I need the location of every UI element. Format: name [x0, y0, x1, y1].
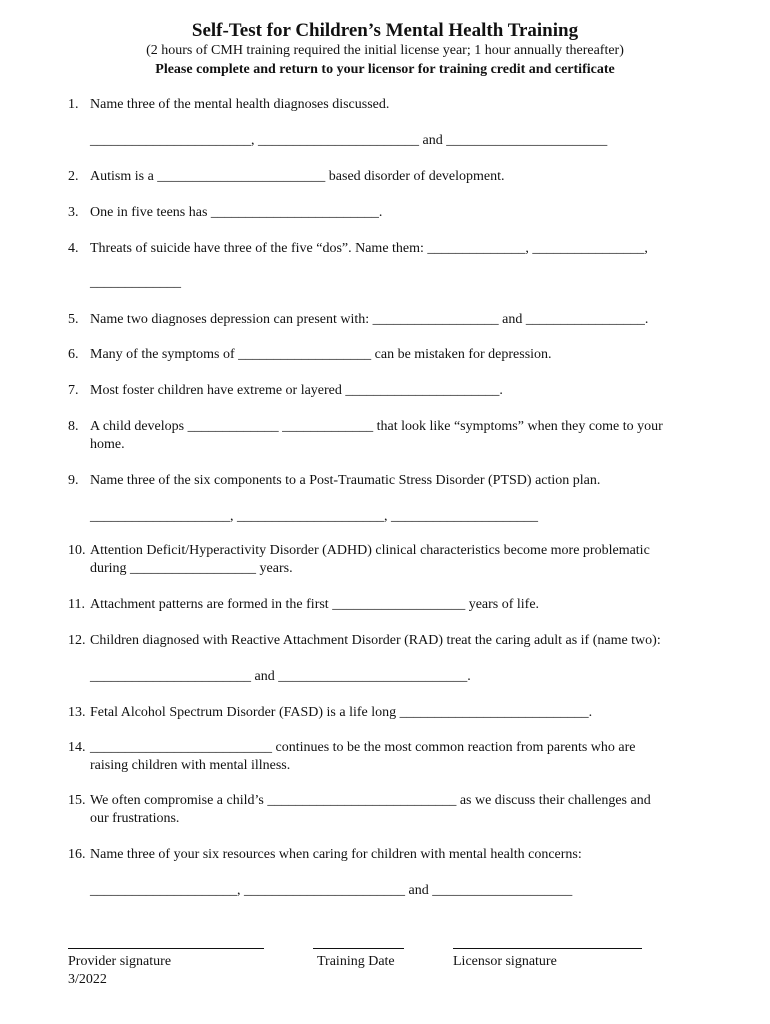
question-number: 4.: [68, 241, 79, 256]
question-number: 9.: [68, 473, 79, 488]
question-text: Children diagnosed with Reactive Attachment Disorder (RAD) treat the caring adult as if (name two):: [90, 633, 661, 648]
licensor-signature-label: Licensor signature: [453, 954, 557, 969]
question-14: [68, 739, 728, 775]
question-number: 15.: [68, 793, 86, 808]
question-10: [68, 542, 728, 578]
question-text: Name two diagnoses depression can present with: __________________ and _________________.: [90, 312, 649, 327]
question-number: 14.: [68, 740, 86, 755]
answer-line-q16[interactable]: _____________________, _______________________ and ____________________: [90, 883, 573, 898]
question-text: A child develops _____________ _____________ that look like “symptoms” when they come to your: [90, 419, 663, 434]
form-title: Self-Test for Children’s Mental Health Training: [191, 20, 579, 41]
question-text: One in five teens has ________________________.: [90, 205, 383, 220]
answer-line-q9[interactable]: ____________________, _____________________, _____________________: [90, 509, 538, 524]
question-number: 7.: [68, 383, 79, 398]
question-text-continued: home.: [90, 437, 125, 452]
question-text: Name three of your six resources when caring for children with mental health concerns:: [90, 847, 582, 862]
question-number: 12.: [68, 633, 86, 648]
question-text: Name three of the six components to a Post-Traumatic Stress Disorder (PTSD) action plan.: [90, 473, 601, 488]
question-number: 8.: [68, 419, 79, 434]
form-instruction: Please complete and return to your licensor for training credit and certificate: [155, 62, 615, 77]
question-number: 2.: [68, 169, 79, 184]
question-1: [68, 96, 728, 114]
question-number: 1.: [68, 97, 79, 112]
question-4: [68, 240, 728, 258]
question-text-continued: during __________________ years.: [90, 561, 293, 576]
question-text: Attention Deficit/Hyperactivity Disorder (ADHD) clinical characteristics become more problematic: [90, 543, 650, 558]
form-subtitle: (2 hours of CMH training required the initial license year; 1 hour annually thereafter): [146, 43, 624, 58]
question-text: Fetal Alcohol Spectrum Disorder (FASD) is a life long ___________________________.: [90, 705, 593, 720]
question-text-continued: raising children with mental illness.: [90, 758, 291, 773]
question-number: 10.: [68, 543, 86, 558]
provider-signature-line[interactable]: [68, 948, 264, 949]
question-9: [68, 472, 728, 490]
question-text: Threats of suicide have three of the five “dos”. Name them: ______________, ________________,: [90, 241, 648, 256]
question-number: 13.: [68, 705, 86, 720]
question-text: __________________________ continues to be the most common reaction from parents who are: [90, 740, 636, 755]
question-number: 3.: [68, 205, 79, 220]
question-2: [68, 168, 728, 186]
question-8: [68, 418, 728, 454]
form-version: 3/2022: [68, 972, 107, 987]
question-15: [68, 792, 728, 828]
training-date-label: Training Date: [317, 954, 395, 969]
answer-line-q1[interactable]: _______________________, _______________________ and _______________________: [90, 133, 608, 148]
provider-signature-label: Provider signature: [68, 954, 172, 969]
question-number: 5.: [68, 312, 79, 327]
question-text: We often compromise a child’s ___________________________ as we discuss their challenges and: [90, 793, 651, 808]
question-6: [68, 346, 728, 364]
question-text: Most foster children have extreme or layered ______________________.: [90, 383, 503, 398]
question-5: [68, 311, 728, 329]
licensor-signature-line[interactable]: [453, 948, 642, 949]
question-number: 6.: [68, 347, 79, 362]
question-text: Name three of the mental health diagnoses discussed.: [90, 97, 390, 112]
question-16: [68, 846, 728, 864]
question-12: [68, 632, 728, 650]
question-7: [68, 382, 728, 400]
question-11: [68, 596, 728, 614]
question-text: Many of the symptoms of ___________________ can be mistaken for depression.: [90, 347, 552, 362]
question-13: [68, 704, 728, 722]
question-text: Autism is a ________________________ based disorder of development.: [90, 169, 505, 184]
question-number: 16.: [68, 847, 86, 862]
question-text: Attachment patterns are formed in the first ___________________ years of life.: [90, 597, 540, 612]
answer-line-q4[interactable]: _____________: [90, 275, 181, 290]
question-text-continued: our frustrations.: [90, 811, 180, 826]
question-3: [68, 204, 728, 222]
answer-line-q12[interactable]: _______________________ and ___________________________.: [90, 669, 471, 684]
training-date-line[interactable]: [313, 948, 404, 949]
question-number: 11.: [68, 597, 85, 612]
